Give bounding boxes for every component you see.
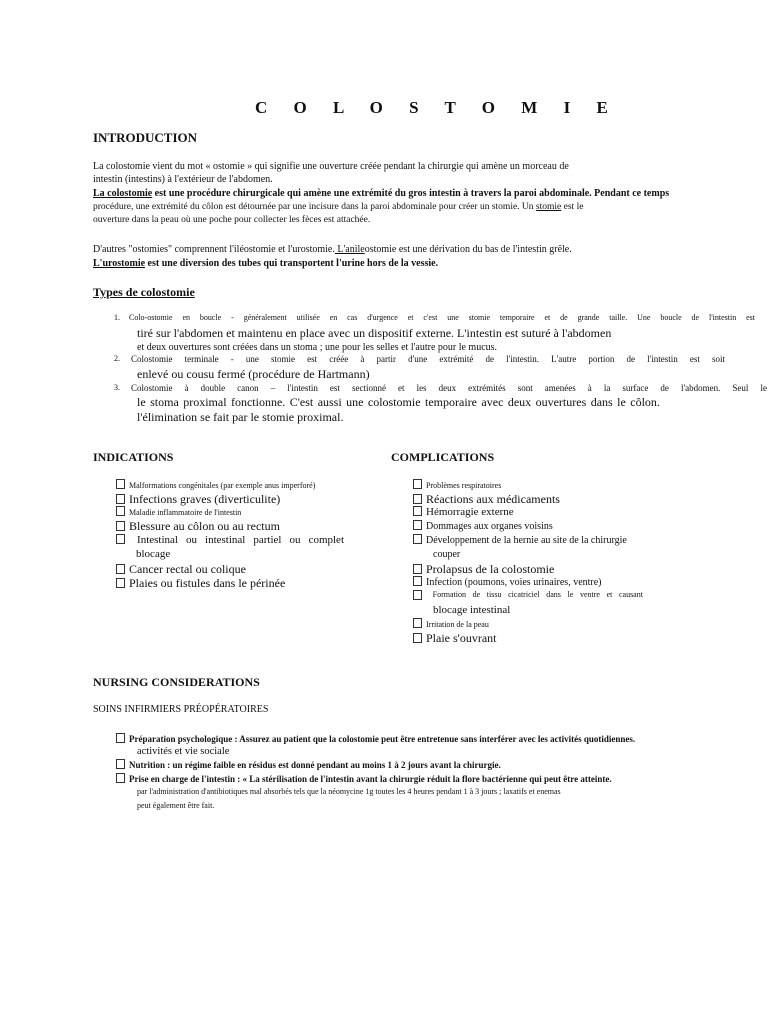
word: de (626, 354, 635, 364)
word: terminale (184, 354, 219, 364)
word: le (760, 383, 767, 393)
intro-paragraph-1-line-2: intestin (intestins) à l'extérieur de l'abdomen. (93, 174, 273, 185)
nursing-bullet-1-line-2: activités et vie sociale (137, 746, 230, 757)
intro-p3-text-b: ostomie est une dérivation du bas de l'intestin grêle. (364, 244, 572, 255)
checkbox-icon (116, 494, 125, 504)
indication-text: Infections graves (diverticulite) (129, 492, 281, 506)
word: Colostomie (131, 383, 173, 393)
word: surface (622, 383, 649, 393)
complication-text: Dommages aux organes voisins (426, 521, 553, 532)
word: complet (308, 534, 344, 546)
word: extrémité (439, 354, 474, 364)
complication-item (413, 590, 643, 604)
type-2-number: 2. (114, 354, 120, 363)
word: dans (546, 590, 561, 599)
word: la (603, 383, 611, 393)
checkbox-icon (413, 534, 422, 544)
complication-item-continuation: couper (433, 549, 461, 560)
type-3-line-1 (131, 382, 767, 395)
word: Colostomie (131, 354, 173, 364)
indication-item-continuation: blocage (136, 548, 171, 560)
urostomie-term: L'urostomie (93, 258, 146, 269)
nursing-bullet-3-line-2: par l'administration d'antibiotiques mal absorbés tels que la néomycine 1g toutes les 4 heures pendant 1 à 3 jours ; laxatifs et enemas (137, 787, 561, 796)
indication-text: Malformations congénitales (par exemple anus imperforé) (129, 481, 316, 490)
word: Une (637, 313, 651, 322)
word: est (689, 354, 700, 364)
stomie-term: stomie (535, 202, 562, 212)
word: grande (577, 313, 600, 322)
word: portion (588, 354, 615, 364)
word: sont (517, 383, 533, 393)
word: une (245, 354, 259, 364)
word: temporaire (425, 395, 477, 409)
word: cas (347, 313, 358, 322)
word: - (231, 313, 234, 322)
word: ou (289, 534, 301, 546)
complication-item (413, 631, 643, 645)
checkbox-icon (116, 773, 125, 783)
word: stomie (271, 354, 295, 364)
intro-paragraph-1-line-1: La colostomie vient du mot « ostomie » qui signifie une ouverture créée pendant la chirurgie qui amène un morceau de (93, 161, 569, 172)
word: est (329, 383, 340, 393)
word: d'une (408, 354, 428, 364)
word: de (472, 590, 481, 599)
word: et (398, 383, 405, 393)
nursing-bullet-2-text: Nutrition : un régime faible en résidus est donné pendant au moins 1 à 2 jours avant la chirurgie. (129, 760, 501, 770)
complication-item (413, 520, 643, 534)
word: ouvertures (535, 395, 587, 409)
intro-definition-text: est une procédure chirurgicale qui amène une extrémité du gros intestin à travers la paroi abdominale. Pendant ce temps (152, 188, 670, 199)
colostomie-term: La colostomie (93, 188, 153, 199)
indication-text: Cancer rectal ou colique (129, 562, 246, 576)
word: partiel (253, 534, 282, 546)
word: C'est (289, 395, 314, 409)
word: Seul (732, 383, 749, 393)
word: deux (438, 383, 457, 393)
word: à (360, 354, 365, 364)
complications-list (413, 479, 643, 645)
word: à (587, 383, 592, 393)
word: une (346, 395, 364, 409)
type-1-line-3: et deux ouvertures sont créées dans un stoma ; une pour les selles et l'autre pour le mucus. (137, 342, 498, 353)
word: et (407, 313, 414, 322)
complication-text: Développement de la hernie au site de la chirurgie (426, 535, 627, 546)
nursing-subheading: SOINS INFIRMIERS PRÉOPÉRATOIRES (93, 704, 269, 715)
checkbox-icon (116, 521, 125, 531)
intro-paragraph-2-line-3: ouverture dans la peau où une poche pour collecter les fèces est attachée. (93, 215, 371, 225)
indication-text: Plaies ou fistules dans le périnée (129, 576, 286, 590)
word: colostomie (367, 395, 421, 409)
indications-list (116, 479, 344, 590)
complication-item-continuation: blocage intestinal (433, 604, 511, 616)
complication-item (413, 506, 643, 520)
word: en (329, 313, 338, 322)
intro-p2-l2-text: procédure, une extrémité du côlon est détournée par une incisure dans la paroi abdominale pour créer un stomie. Un (93, 202, 534, 212)
complication-item (413, 492, 643, 506)
indication-item (116, 562, 344, 576)
indication-item (116, 534, 344, 548)
indication-item (116, 492, 344, 506)
page-title: C O L O S T O M I E (255, 98, 619, 117)
complication-item (413, 534, 643, 548)
checkbox-icon (116, 578, 125, 588)
word: amenées (544, 383, 576, 393)
indication-item (116, 519, 344, 534)
complications-heading: COMPLICATIONS (391, 450, 495, 464)
word: une (447, 313, 459, 322)
complication-text: Irritation de la peau (426, 620, 489, 629)
word: de (691, 313, 700, 322)
word: de (660, 383, 669, 393)
complication-item (413, 479, 643, 492)
word: boucle (199, 313, 222, 322)
word: stomie (468, 313, 490, 322)
word: - (230, 354, 234, 364)
checkbox-icon (413, 564, 422, 574)
word: taille. (609, 313, 628, 322)
complication-text: Prolapsus de la colostomie (426, 562, 555, 576)
indications-heading: INDICATIONS (93, 450, 174, 464)
word: d'urgence (367, 313, 398, 322)
nursing-bullet-3-text: Prise en charge de l'intestin : « La stérilisation de l'intestin avant la chirurgie réduit la flore bactérienne qui peut être atteinte. (129, 774, 612, 784)
type-2-line-2: enlevé ou cousu fermé (procédure de Hartmann) (137, 367, 370, 381)
anileostomie-term: L'anile (334, 244, 365, 255)
word: intestinal (205, 534, 246, 546)
word: fonctionne. (230, 395, 286, 409)
word: les (416, 383, 427, 393)
checkbox-icon (413, 576, 422, 586)
word: soit (711, 354, 725, 364)
complication-item (413, 618, 643, 631)
word: est (307, 354, 318, 364)
intro-p3-l2-text: est une diversion des tubes qui transportent l'urine hors de la vessie. (145, 258, 439, 269)
word: canon (237, 383, 259, 393)
introduction-heading: INTRODUCTION (93, 130, 198, 145)
word: est (746, 313, 755, 322)
word: à (184, 383, 189, 393)
word: en (182, 313, 191, 322)
word: avec (481, 395, 504, 409)
type-1-line-1 (129, 313, 755, 322)
intro-paragraph-2-line-2 (93, 201, 583, 214)
word: L'autre (551, 354, 577, 364)
word: temporaire (499, 313, 535, 322)
complication-item (413, 562, 643, 576)
nursing-bullet-3 (116, 773, 612, 786)
nursing-bullet-3-line-3: peut également être fait. (137, 801, 215, 810)
word: de (560, 313, 568, 322)
word: le (567, 590, 574, 599)
word: causant (618, 590, 643, 599)
intro-p3-text-a: D'autres "ostomies" comprennent l'iléostomie et l'urostomie. (93, 244, 335, 255)
intro-paragraph-3-line-2 (93, 257, 438, 270)
intro-paragraph-2-line-1 (93, 187, 669, 200)
nursing-heading: NURSING CONSIDERATIONS (93, 675, 260, 689)
checkbox-icon (413, 633, 422, 643)
word: extrémités (468, 383, 506, 393)
word: le (617, 395, 626, 409)
type-3-line-3: l'élimination se fait par le stomie proximal. (137, 410, 344, 424)
word: boucle (660, 313, 682, 322)
checkbox-icon (413, 506, 422, 516)
type-3-line-2 (137, 395, 660, 410)
word: sectionné (351, 383, 386, 393)
complication-item (413, 576, 643, 590)
word: Formation (432, 590, 466, 599)
complication-text: Problèmes respiratoires (426, 481, 502, 490)
word: le (137, 395, 146, 409)
checkbox-icon (413, 494, 422, 504)
word: cicatriciel (508, 590, 540, 599)
word: proximal (183, 395, 227, 409)
complication-text: Infection (poumons, voies urinaires, ventre) (426, 577, 602, 588)
checkbox-icon (413, 479, 422, 489)
word: utilisée (296, 313, 320, 322)
intro-paragraph-3-line-1 (93, 243, 572, 256)
checkbox-icon (413, 618, 422, 628)
checkbox-icon (116, 506, 125, 516)
checkbox-icon (413, 590, 422, 600)
word: l'intestin (647, 354, 678, 364)
word: créée (329, 354, 349, 364)
indication-item (116, 479, 344, 492)
word: côlon. (630, 395, 660, 409)
word: Intestinal (137, 534, 178, 546)
type-2-line-1 (131, 353, 725, 366)
complication-text: Hémorragie externe (426, 506, 514, 518)
checkbox-icon (116, 564, 125, 574)
type-1-number: 1. (114, 313, 120, 322)
word: ou (186, 534, 197, 546)
complication-text: Plaie s'ouvrant (426, 631, 497, 645)
checkbox-icon (116, 759, 125, 769)
word: et (606, 590, 613, 599)
type-3-number: 3. (114, 383, 120, 392)
word: Colo-ostomie (129, 313, 173, 322)
word: stoma (150, 395, 179, 409)
word: aussi (317, 395, 342, 409)
complication-text: Réactions aux médicaments (426, 492, 560, 506)
types-heading: Types de colostomie (93, 285, 195, 299)
indication-text: Maladie inflammatoire de l'intestin (129, 508, 242, 517)
word: de (485, 354, 494, 364)
checkbox-icon (413, 520, 422, 530)
word: tissu (486, 590, 502, 599)
word: ventre (579, 590, 600, 599)
intro-p2-l2-end: est le (561, 202, 584, 212)
word: deux (507, 395, 532, 409)
word: – (270, 383, 276, 393)
word: l'intestin. (506, 354, 539, 364)
word: partir (376, 354, 396, 364)
word: généralement (243, 313, 287, 322)
word: l'abdomen. (680, 383, 721, 393)
indication-item (116, 506, 344, 519)
word: l'intestin (709, 313, 737, 322)
word: l'intestin (287, 383, 318, 393)
word: c'est (423, 313, 438, 322)
word: dans (590, 395, 613, 409)
indication-item (116, 576, 344, 590)
checkbox-icon (116, 534, 125, 544)
word: double (200, 383, 226, 393)
indication-text: Blessure au côlon ou au rectum (129, 519, 280, 533)
type-1-line-2: tiré sur l'abdomen et maintenu en place avec un dispositif externe. L'intestin est suturé à l'abdomen (137, 326, 612, 340)
checkbox-icon (116, 479, 125, 489)
word: et (544, 313, 551, 322)
nursing-bullet-2 (116, 759, 501, 772)
checkbox-icon (116, 733, 125, 743)
nursing-bullet-1-text: Préparation psychologique : Assurez au patient que la colostomie peut être entretenue sans interférer avec les activités quotidiennes. (129, 734, 636, 744)
